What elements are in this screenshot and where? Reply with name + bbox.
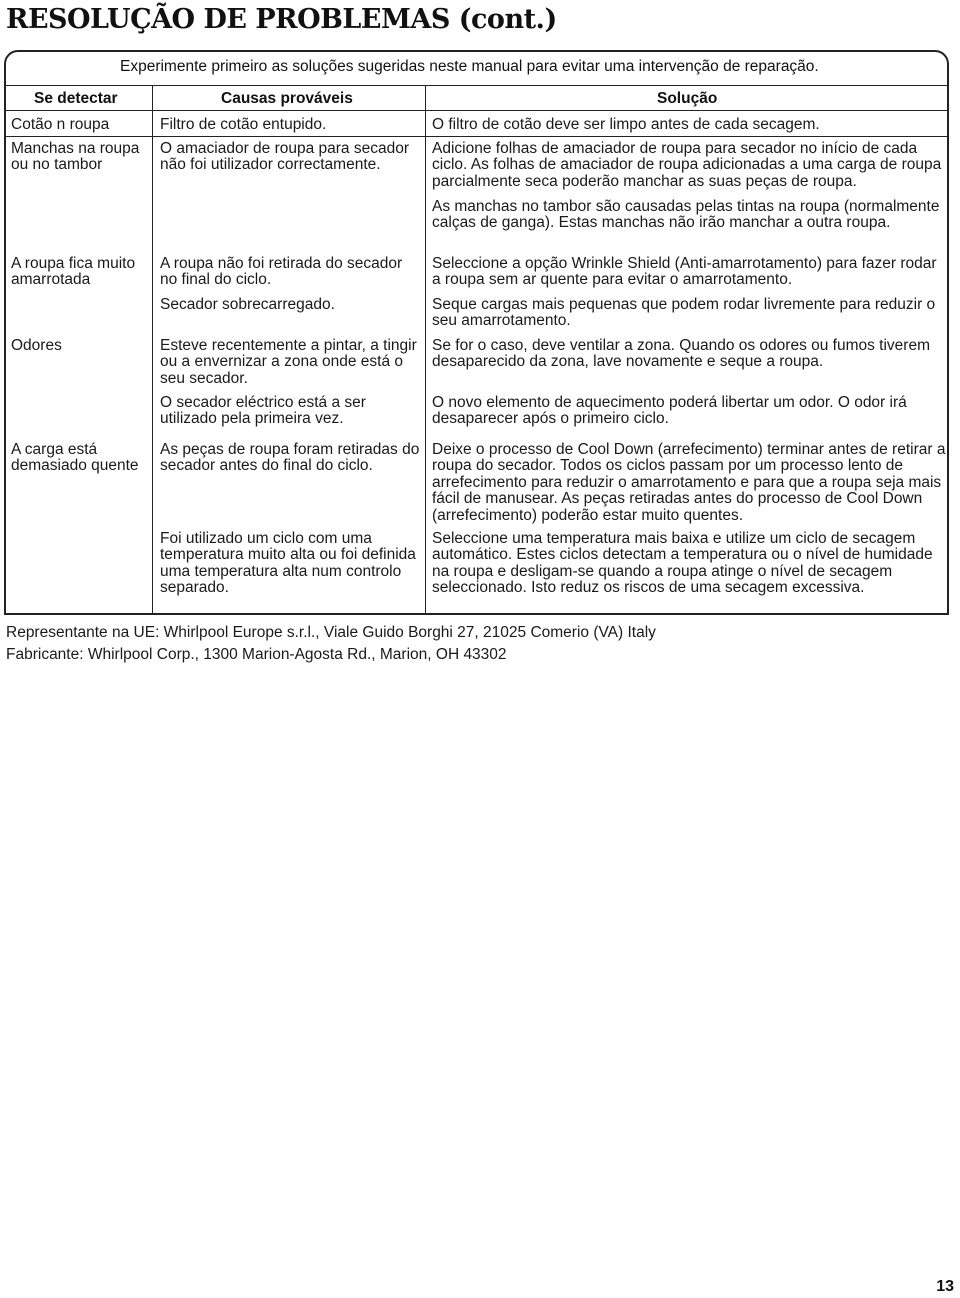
problem-cell: Manchas na roupa ou no tambor (11, 140, 140, 174)
cause-cell: As peças de roupa foram retiradas do secador antes do final do ciclo. (160, 441, 420, 475)
solution-cell: Se for o caso, deve ventilar a zona. Quando os odores ou fumos tiverem desaparecido da zona, lave novamente e seque a roupa. (432, 337, 930, 371)
solution-cell: O novo elemento de aquecimento poderá libertar um odor. O odor irá desaparecer após o primeiro ciclo. (432, 394, 907, 428)
table-rule-header (4, 110, 949, 111)
solution-cell: O filtro de cotão deve ser limpo antes de cada secagem. (432, 116, 820, 133)
intro-text: Experimente primeiro as soluções sugeridas neste manual para evitar uma intervenção de reparação. (120, 58, 819, 75)
solution-cell: Seque cargas mais pequenas que podem rodar livremente para reduzir o seu amarrotamento. (432, 296, 936, 330)
solution-cell: As manchas no tambor são causadas pelas tintas na roupa (normalmente calças de ganga). Estas manchas não irão manchar a outra roupa. (432, 198, 940, 232)
table-rule-top (4, 85, 949, 86)
eu-representative: Representante na UE: Whirlpool Europe s.r.l., Viale Guido Borghi 27, 21025 Comerio (VA) Italy (6, 624, 656, 641)
solution-cell: Seleccione uma temperatura mais baixa e utilize um ciclo de secagem automático. Estes ciclos detectam a temperatura ou o nível de humidade na roupa e desligam-se quando a roupa atinge o nível de secagem seleccionado. Isto reduz os riscos de uma secagem excessiva. (432, 530, 933, 597)
header-detect: Se detectar (34, 90, 118, 107)
table-rule-row1 (4, 136, 949, 137)
cause-cell: A roupa não foi retirada do secador no final do ciclo. (160, 255, 403, 289)
problem-cell: Odores (11, 337, 62, 354)
cause-cell: Filtro de cotão entupido. (160, 116, 327, 133)
problem-cell: Cotão n roupa (11, 116, 110, 133)
cause-cell: Esteve recentemente a pintar, a tingir ou a envernizar a zona onde está o seu secador. (160, 337, 417, 387)
problem-cell: A carga está demasiado quente (11, 441, 139, 475)
solution-cell: Adicione folhas de amaciador de roupa para secador no início de cada ciclo. As folhas de amaciador de roupa adicionadas a uma carga de roupa parcialmente seca poderão manchar as suas peças de roupa. (432, 140, 942, 190)
header-solution: Solução (657, 90, 718, 107)
problem-cell: A roupa fica muito amarrotada (11, 255, 136, 289)
column-divider-1 (152, 85, 153, 615)
cause-cell: Secador sobrecarregado. (160, 296, 335, 313)
header-causes: Causas prováveis (221, 90, 353, 107)
solution-cell: Seleccione a opção Wrinkle Shield (Anti-amarrotamento) para fazer rodar a roupa sem ar quente para evitar o amarrotamento. (432, 255, 937, 289)
page-title: RESOLUÇÃO DE PROBLEMAS (cont.) (6, 4, 557, 35)
cause-cell: O secador eléctrico está a ser utilizado pela primeira vez. (160, 394, 366, 428)
cause-cell: Foi utilizado um ciclo com uma temperatura muito alta ou foi definida uma temperatura alta num controlo separado. (160, 530, 416, 597)
solution-cell: Deixe o processo de Cool Down (arrefecimento) terminar antes de retirar a roupa do secador. Todos os ciclos passam por um processo lento de arrefecimento para reduzir o amarrotamento e para que a roupa seja mais fácil de manusear. As peças retiradas antes do processo de Cool Down (arrefecimento) poderão estar muito quentes. (432, 441, 946, 524)
manufacturer: Fabricante: Whirlpool Corp., 1300 Marion-Agosta Rd., Marion, OH 43302 (6, 646, 507, 663)
page-number: 13 (936, 1278, 954, 1295)
cause-cell: O amaciador de roupa para secador não foi utilizador correctamente. (160, 140, 410, 174)
column-divider-2 (425, 85, 426, 615)
